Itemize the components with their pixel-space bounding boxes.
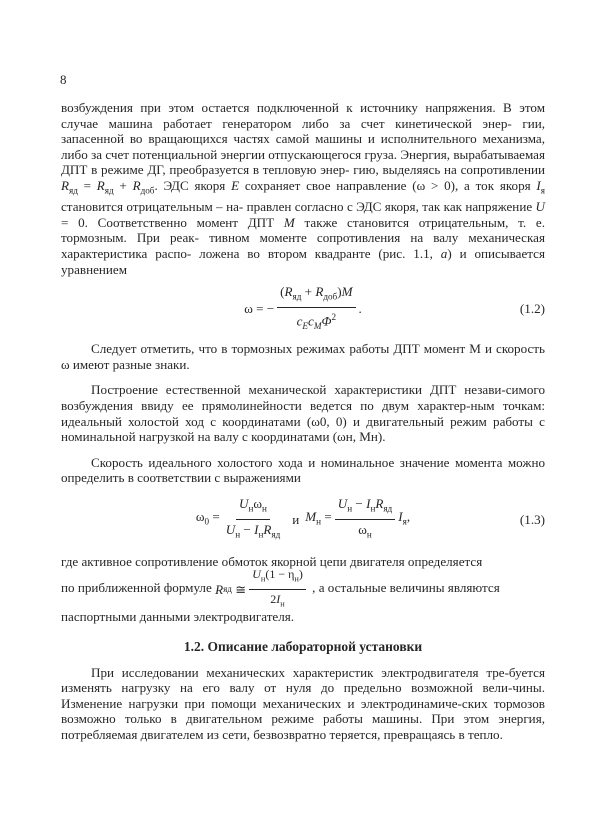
equation-1-2: ω = − $\frac{(R_{яд} + R_{доб})M}{c_Ec_M\Phi^2}$ . (1.2) bbox=[244, 283, 545, 331]
paragraph-4: Скорость идеального холостого хода и номинальное значение момента можно определить в соответствии с выражениями bbox=[61, 454, 545, 486]
paragraph-2: Следует отметить, что в тормозных режимах работы ДПТ момент M и скорость ω имеют разные знаки. bbox=[61, 341, 545, 372]
paragraph-5a: где активное сопротивление обмоток якорной цепи двигателя определяется bbox=[61, 553, 483, 569]
paragraph-3: Построение естественной механической характеристики ДПТ незави-симого возбуждения ввиду ее прямолинейности ведется по двум характер-ным точкам: идеальный холостой ход с координатами (ω0, 0) и двигательный режим работы с номинальной нагрузкой на валу с координатами (ωн, Mн). bbox=[61, 382, 545, 445]
section-heading: 1.2. Описание лабораторной установки bbox=[183, 639, 423, 655]
equation-number: (1.3) bbox=[519, 512, 545, 528]
equation-1-3: $\omega_0$ = $\frac{U_н\omega_н}{U_н - I_нR_{яд}}$ и $M_н$ = $\frac{U_н - I_нR_{яд}}{\omega_н}$ $I_я$, (1.3) bbox=[195, 496, 545, 540]
page-number: 8 bbox=[60, 72, 67, 87]
body-text bbox=[61, 100, 545, 743]
paragraph-1: возбуждения при этом остается подключенной к источнику напряжения. В этом случае машина работает генератором либо за счет кинетической энер- гии, запасенной во вращающихся частях самой машины и исполнительного механизма, либо за счет потенциальной энергии отпускающегося груза. Энергия, вырабатываемая ДПТ в режиме ДГ, преобразуется в тепловую энер- гию, выделяясь на сопротивлении $R_{яд} = R_{яд} + R_{доб}$. ЭДС якоря E сохраняет свое направление (ω > 0), а ток якоря $I_я$ становится отрицательным – на- правлен согласно с ЭДС якоря, так как напряжение U = 0. Соответственно момент ДПТ M также становится отрицательным, т. е. тормозным. При реак- тивном моменте сопротивления на валу механическая характеристика распо- ложена во втором квадранте (рис. 1.1, а) и описывается уравнением bbox=[61, 100, 546, 277]
equation-number: (1.2) bbox=[519, 301, 545, 317]
paragraph-5b: по приближенной формуле R яд ≅ $\frac{U_н(1 - \eta_н)}{2I_н}$ , а остальные величины являются bbox=[61, 567, 500, 609]
paragraph-5c: паспортными данными электродвигателя. bbox=[61, 609, 295, 625]
paragraph-6: При исследовании механических характеристик электродвигателя тре-буется изменять нагрузку на его валу от нуля до предельно возможной вели-чины. Изменение нагрузки при помощи механических и электродинамиче-ских тормозов возможно только в двигательном режиме работы машины. При этом энергия, потребляемая двигателем из сети, безвозвратно теряется, превращаясь в тепло. bbox=[61, 664, 545, 743]
